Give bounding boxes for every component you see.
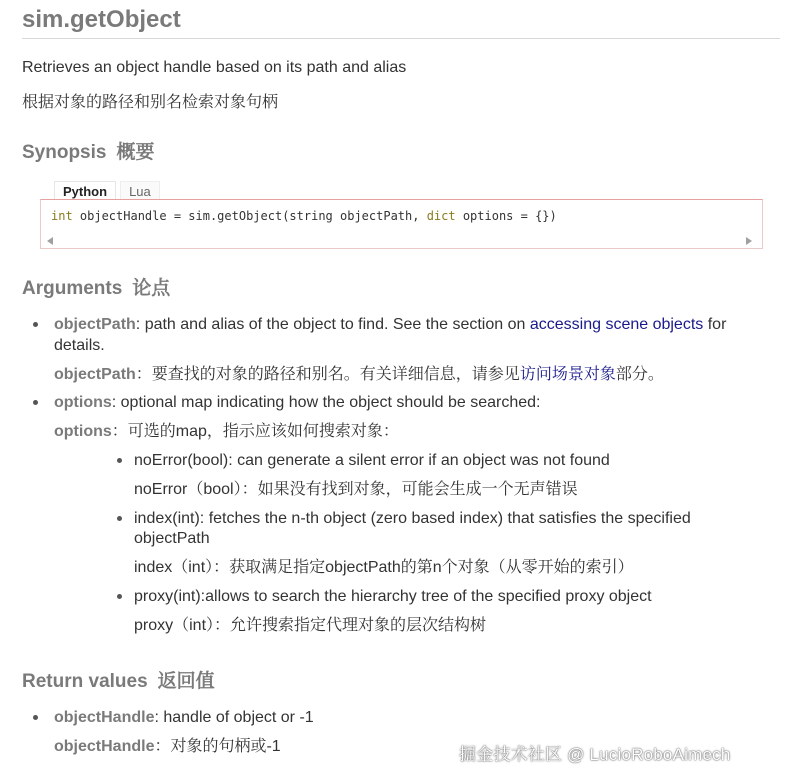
code-tabs xyxy=(54,181,164,200)
arg-options-cn xyxy=(54,421,399,442)
code-text xyxy=(51,209,557,223)
description-cn: 根据对象的路径和别名检索对象句柄 xyxy=(22,94,279,111)
access-scene-objects-cn-link[interactable]: 访问场景对象 xyxy=(519,366,616,383)
code-block xyxy=(40,199,763,249)
sub-list-bullet xyxy=(117,516,122,521)
code-part2: options = {}) xyxy=(455,209,557,223)
arg-options-cn-text: ：可选的map，指示应该如何搜索对象： xyxy=(111,423,399,440)
arguments-heading-en: Arguments xyxy=(22,278,123,299)
return-objecthandle-cn-name: objectHandle xyxy=(54,738,155,755)
arg-options-en xyxy=(54,392,541,413)
return-values-heading-cn: 返回值 xyxy=(157,671,215,692)
arg-objectpath-en-line2: details. xyxy=(54,337,105,354)
title-divider xyxy=(22,38,780,39)
arg-options-cn-name: options xyxy=(54,423,112,440)
code-part1: objectHandle = sim.getObject(string objectPath, xyxy=(72,209,427,223)
arg-objectpath-en xyxy=(54,314,754,335)
return-objecthandle-text: : handle of object or -1 xyxy=(154,709,314,726)
return-values-heading xyxy=(22,666,215,693)
arg-objectpath-cn-name: objectPath xyxy=(54,366,136,383)
option-index-en: index(int): fetches the n-th object (zero based index) that satisfies the specified xyxy=(134,510,691,527)
return-objecthandle-name: objectHandle xyxy=(54,709,155,726)
code-keyword-int: int xyxy=(51,209,73,223)
option-index-en-line2: objectPath xyxy=(134,530,210,547)
arg-objectpath-cn-text: ：要查找的对象的路径和别名。有关详细信息，请参见 xyxy=(135,366,520,383)
sub-list-bullet xyxy=(117,458,122,463)
arg-objectpath-cn-after: 部分。 xyxy=(615,366,664,383)
code-keyword-dict: dict xyxy=(426,209,456,223)
arg-objectpath-text: : path and alias of the object to find. See the section on xyxy=(135,316,530,333)
list-bullet xyxy=(33,400,38,405)
synopsis-heading-en: Synopsis xyxy=(22,142,107,163)
arg-objectpath-cn xyxy=(54,364,774,385)
arg-options-name: options xyxy=(54,394,112,411)
return-values-heading-en: Return values xyxy=(22,671,148,692)
return-objecthandle-cn xyxy=(54,736,281,757)
page-title: sim.getObject xyxy=(22,6,181,33)
arg-objectpath-name: objectPath xyxy=(54,316,136,333)
code-scrollbar[interactable] xyxy=(43,236,760,246)
scroll-right-icon[interactable] xyxy=(746,237,752,245)
option-index-cn: index（int）：获取满足指定objectPath的第n个对象（从零开始的索引） xyxy=(134,559,634,576)
return-objecthandle-en xyxy=(54,707,314,728)
list-bullet xyxy=(33,322,38,327)
synopsis-heading xyxy=(22,137,155,164)
sub-list-bullet xyxy=(117,594,122,599)
synopsis-heading-cn: 概要 xyxy=(116,142,155,163)
option-proxy-en: proxy(int):allows to search the hierarchy tree of the specified proxy object xyxy=(134,588,652,605)
watermark: 掘金技术社区 @ LucioRoboAimech xyxy=(459,745,731,764)
option-noerror-cn: noError（bool）：如果没有找到对象，可能会生成一个无声错误 xyxy=(134,481,578,498)
description-en: Retrieves an object handle based on its path and alias xyxy=(22,59,407,76)
arguments-heading-cn: 论点 xyxy=(132,278,171,299)
accessing-scene-objects-link[interactable]: accessing scene objects xyxy=(529,316,704,333)
arg-options-text: : optional map indicating how the object should be searched: xyxy=(111,394,541,411)
tab-lua[interactable]: Lua xyxy=(120,181,160,202)
tab-python[interactable]: Python xyxy=(54,181,116,202)
scroll-left-icon[interactable] xyxy=(47,237,53,245)
return-objecthandle-cn-text: ：对象的句柄或-1 xyxy=(154,738,281,755)
list-bullet xyxy=(33,715,38,720)
option-noerror-en: noError(bool): can generate a silent error if an object was not found xyxy=(134,452,610,469)
arg-objectpath-text-after: for xyxy=(703,316,727,333)
arguments-heading xyxy=(22,273,170,300)
option-proxy-cn: proxy（int）：允许搜索指定代理对象的层次结构树 xyxy=(134,617,487,634)
